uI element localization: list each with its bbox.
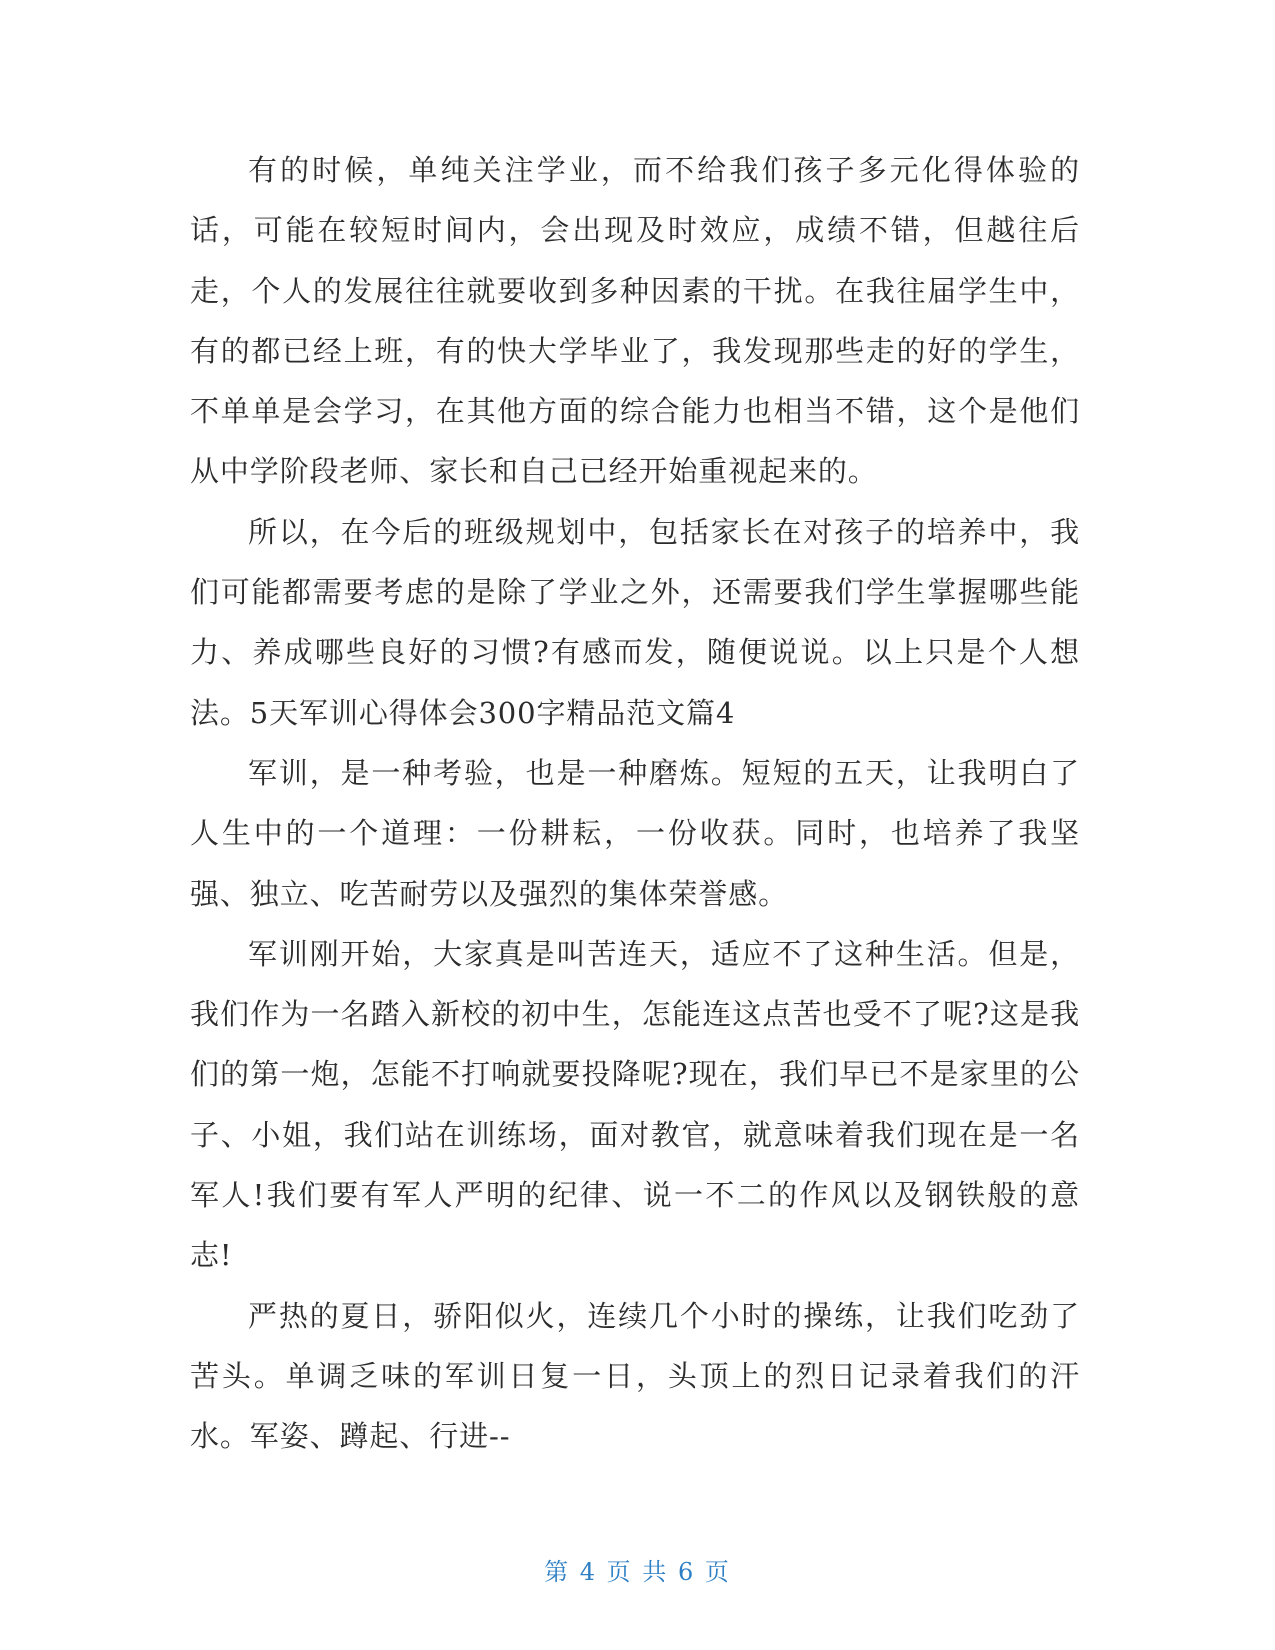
- document-body: [190, 140, 1080, 1467]
- paragraph-3: 军训，是一种考验，也是一种磨炼。短短的五天，让我明白了人生中的一个道理：一份耕耘，一份收获。同时，也培养了我坚强、独立、吃苦耐劳以及强烈的集体荣誉感。: [190, 755, 1080, 911]
- paragraph-2: 所以，在今后的班级规划中，包括家长在对孩子的培养中，我们可能都需要考虑的是除了学业之外，还需要我们学生掌握哪些能力、养成哪些良好的习惯?有感而发，随便说说。以上只是个人想法。5天军训心得体会300字精品范文篇4: [190, 514, 1080, 730]
- page-number-footer: 第 4 页 共 6 页: [544, 1558, 731, 1586]
- paragraph-1: 有的时候，单纯关注学业，而不给我们孩子多元化得体验的话，可能在较短时间内，会出现及时效应，成绩不错，但越往后走，个人的发展往往就要收到多种因素的干扰。在我往届学生中，有的都已经上班，有的快大学毕业了，我发现那些走的好的学生，不单单是会学习，在其他方面的综合能力也相当不错，这个是他们从中学阶段老师、家长和自己已经开始重视起来的。: [190, 153, 1080, 489]
- paragraph-4: 军训刚开始，大家真是叫苦连天，适应不了这种生活。但是，我们作为一名踏入新校的初中生，怎能连这点苦也受不了呢?这是我们的第一炮，怎能不打响就要投降呢?现在，我们早已不是家里的公子、小姐，我们站在训练场，面对教官，就意味着我们现在是一名军人!我们要有军人严明的纪律、说一不二的作风以及钢铁般的意志!: [190, 936, 1080, 1273]
- paragraph-5: 严热的夏日，骄阳似火，连续几个小时的操练，让我们吃劲了苦头。单调乏味的军训日复一日，头顶上的烈日记录着我们的汗水。军姿、蹲起、行进--: [190, 1298, 1080, 1454]
